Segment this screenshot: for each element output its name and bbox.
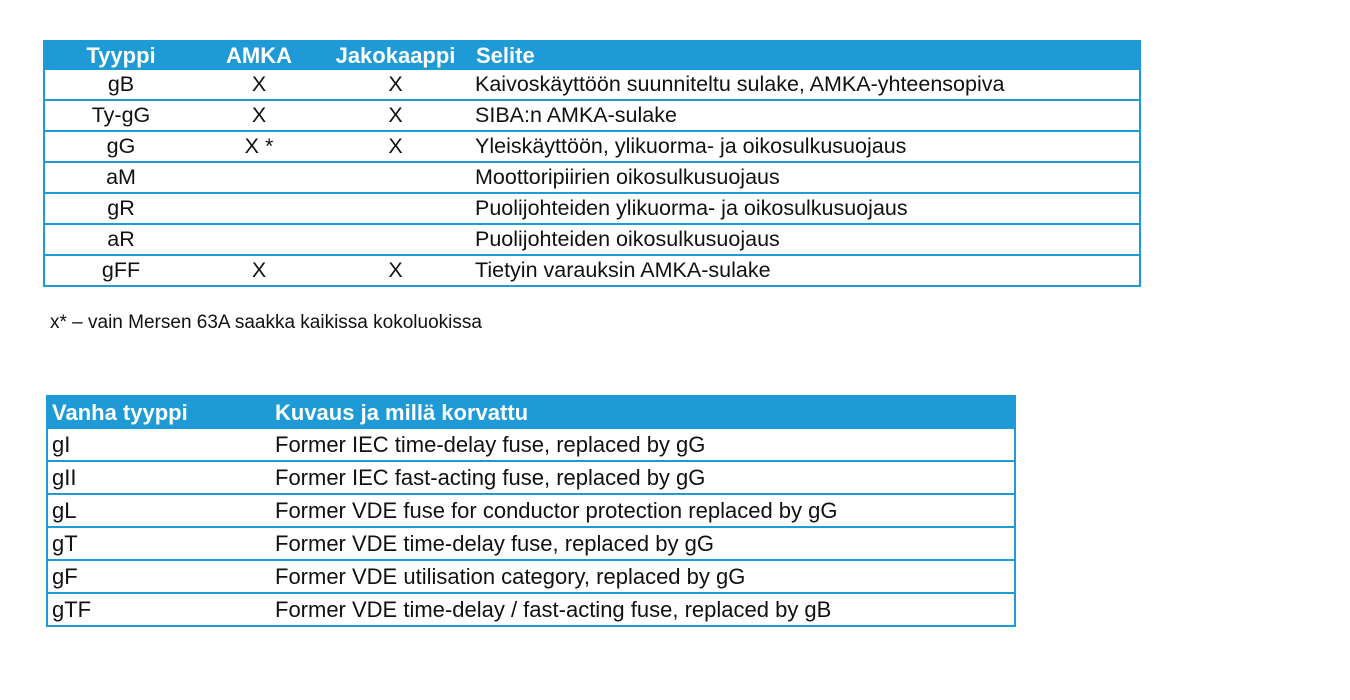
table-row: [44, 255, 1140, 286]
cell-type: gR: [44, 193, 197, 224]
cell-jakokaappi: X: [321, 100, 470, 131]
table-row: [44, 162, 1140, 193]
header-vanha-tyyppi: Vanha tyyppi: [47, 396, 270, 429]
cell-old-type: gII: [47, 461, 270, 494]
cell-old-type: gT: [47, 527, 270, 560]
cell-type: gB: [44, 70, 197, 100]
table-row: [47, 593, 1015, 626]
cell-old-type: gL: [47, 494, 270, 527]
cell-selite: Yleiskäyttöön, ylikuorma- ja oikosulkusuojaus: [470, 131, 1140, 162]
cell-description: Former VDE time-delay / fast-acting fuse, replaced by gB: [275, 597, 832, 622]
fuse-table-header-row: [44, 41, 1140, 70]
cell-selite: Puolijohteiden oikosulkusuojaus: [470, 224, 1140, 255]
table-row: [47, 527, 1015, 560]
cell-amka: [197, 193, 321, 224]
cell-description: Former VDE time-delay fuse, replaced by gG: [270, 527, 1015, 560]
cell-description: Former IEC fast-acting fuse, replaced by gG: [270, 461, 1015, 494]
table-row: [44, 224, 1140, 255]
cell-description: Former VDE fuse for conductor protection replaced by gG: [270, 494, 1015, 527]
cell-jakokaappi: [321, 224, 470, 255]
table-row: [47, 461, 1015, 494]
cell-jakokaappi: [321, 193, 470, 224]
cell-type: gFF: [101, 258, 141, 282]
cell-type: Ty-gG: [44, 100, 197, 131]
cell-type: gG: [44, 131, 197, 162]
table-row: [47, 429, 1015, 461]
cell-old-type: gF: [47, 560, 270, 593]
table-row: [47, 560, 1015, 593]
legacy-fuse-type-table: [46, 395, 1016, 627]
table-row: [44, 193, 1140, 224]
header-tyyppi: Tyyppi: [44, 41, 197, 70]
table-row: [44, 100, 1140, 131]
cell-jakokaappi: X: [321, 131, 470, 162]
table-row: [47, 494, 1015, 527]
cell-jakokaappi: [321, 162, 470, 193]
cell-type: aR: [44, 224, 197, 255]
cell-description: Former IEC time-delay fuse, replaced by gG: [270, 429, 1015, 461]
cell-amka: X: [197, 70, 321, 100]
cell-selite: Puolijohteiden ylikuorma- ja oikosulkusuojaus: [470, 193, 1140, 224]
cell-type: aM: [44, 162, 197, 193]
cell-selite: Kaivoskäyttöön suunniteltu sulake, AMKA-yhteensopiva: [470, 70, 1140, 100]
cell-amka: X: [251, 258, 267, 282]
cell-amka: [197, 162, 321, 193]
fuse-type-table: [43, 40, 1141, 287]
legacy-table-header-row: [47, 396, 1015, 429]
cell-description: Former VDE utilisation category, replaced by gG: [270, 560, 1015, 593]
cell-selite: Tietyin varauksin AMKA-sulake: [475, 258, 771, 282]
cell-old-type: gI: [47, 429, 270, 461]
header-jakokaappi: Jakokaappi: [321, 41, 470, 70]
cell-selite: SIBA:n AMKA-sulake: [470, 100, 1140, 131]
footnote: x* – vain Mersen 63A saakka kaikissa kokoluokissa: [50, 312, 482, 333]
cell-jakokaappi: X: [321, 70, 470, 100]
header-selite: Selite: [470, 41, 1140, 70]
table-row: [44, 70, 1140, 100]
cell-amka: X: [197, 100, 321, 131]
cell-amka: [197, 224, 321, 255]
cell-selite: Moottoripiirien oikosulkusuojaus: [470, 162, 1140, 193]
header-amka: AMKA: [197, 41, 321, 70]
table-row: [44, 131, 1140, 162]
header-kuvaus: Kuvaus ja millä korvattu: [270, 396, 1015, 429]
cell-old-type: gTF: [52, 597, 92, 622]
cell-amka: X *: [197, 131, 321, 162]
cell-jakokaappi: X: [388, 258, 403, 282]
